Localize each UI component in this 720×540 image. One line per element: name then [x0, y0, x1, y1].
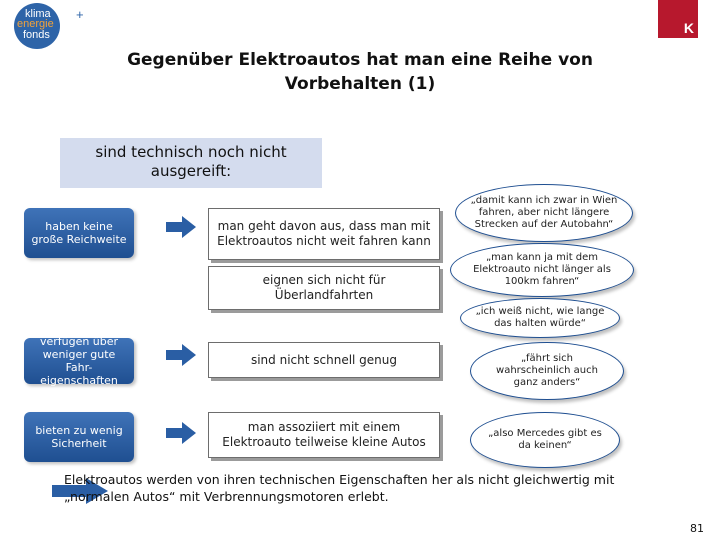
arrow-right-icon [166, 216, 196, 238]
quote-bubble: „also Mercedes gibt es da keinen“ [470, 412, 620, 468]
quote-bubble: „fährt sich wahrscheinlich auch ganz anders“ [470, 342, 624, 400]
corner-letter: K [683, 20, 694, 36]
statement-box: eignen sich nicht für Überlandfahrten [208, 266, 440, 310]
page-number: 81 [690, 522, 704, 535]
logo-text-2: energie [17, 18, 54, 30]
arrow-right-icon [166, 422, 196, 444]
quote-bubble: „damit kann ich zwar in Wien fahren, aber nicht längere Strecken auf der Autobahn“ [455, 184, 633, 242]
slide-title: Gegenüber Elektroautos hat man eine Reihe von Vorbehalten (1) [127, 50, 593, 94]
logo-text-1: klima [25, 8, 51, 20]
quote-bubble: „ich weiß nicht, wie lange das halten würde“ [460, 298, 620, 338]
arrow-right-icon [166, 344, 196, 366]
klimafonds-logo [14, 3, 84, 49]
statement-box: man assoziiert mit einem Elektroauto teilweise kleine Autos [208, 412, 440, 458]
quote-bubble: „man kann ja mit dem Elektroauto nicht länger als 100km fahren“ [450, 243, 634, 297]
logo-plus: + [76, 7, 84, 22]
statement-box: sind nicht schnell genug [208, 342, 440, 378]
statement-box: man geht davon aus, dass man mit Elektroautos nicht weit fahren kann [208, 208, 440, 260]
conclusion-text: Elektroautos werden von ihren technischen Eigenschaften her als nicht gleichwertig mit „normalen Autos“ mit Verbrennungsmotoren erlebt. [64, 472, 615, 504]
tag-fahreigenschaften: verfügen über weniger gute Fahr-eigenschaften [24, 338, 134, 384]
tag-reichweite: haben keine große Reichweite [24, 208, 134, 258]
corner-brand-mark [658, 0, 698, 38]
tag-sicherheit: bieten zu wenig Sicherheit [24, 412, 134, 462]
question-box: sind technisch noch nicht ausgereift: [60, 138, 322, 188]
logo-text-3: fonds [23, 29, 50, 41]
